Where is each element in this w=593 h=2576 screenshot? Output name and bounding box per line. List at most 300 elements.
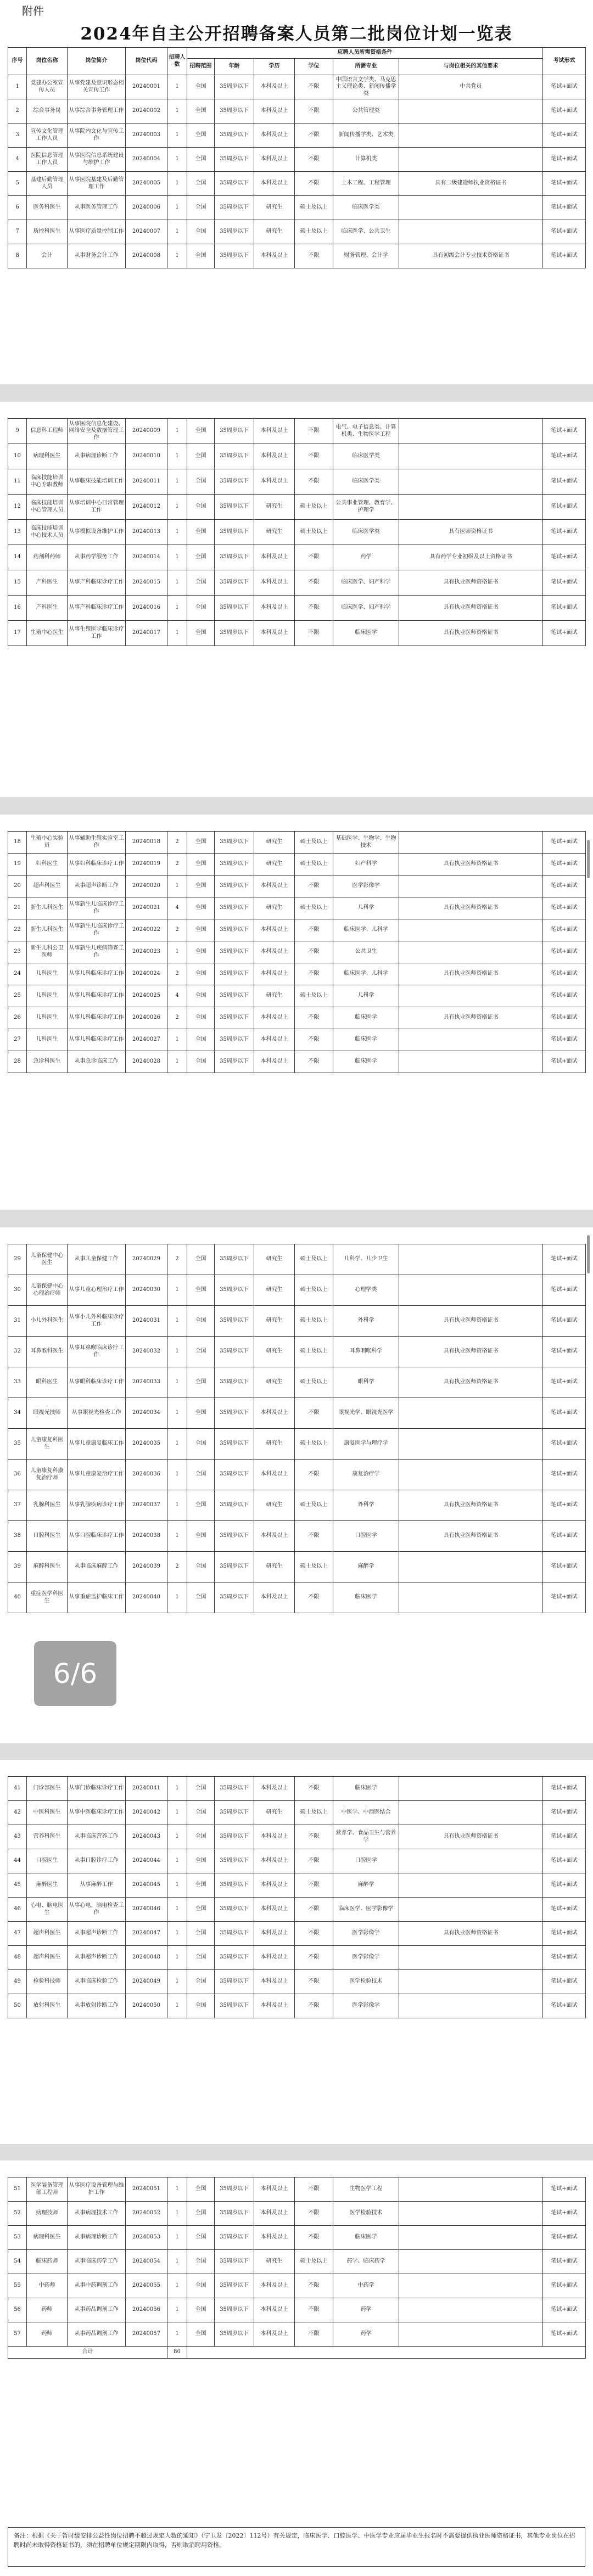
row-code: 20240036 — [126, 1460, 167, 1490]
row-age: 35周岁以下 — [215, 919, 254, 941]
row-post-desc: 从事儿童康复治疗工作 — [68, 1460, 126, 1490]
row-count: 1 — [167, 1460, 187, 1490]
row-seq: 2 — [8, 99, 27, 124]
row-other: 中共党员 — [399, 75, 543, 99]
row-degree: 不限 — [295, 444, 333, 469]
row-other — [399, 99, 543, 124]
row-major: 临床医学 — [333, 2226, 399, 2250]
jobs-table-p4 — [8, 1244, 586, 1613]
row-exam: 笔试+面试 — [543, 2202, 586, 2226]
row-seq: 24 — [8, 963, 27, 985]
row-degree: 不限 — [295, 1398, 333, 1429]
row-other — [399, 985, 543, 1007]
row-seq: 17 — [8, 621, 27, 646]
row-other — [399, 2226, 543, 2250]
row-post-desc: 从事产科临床诊疗工作 — [68, 596, 126, 621]
row-code: 20240007 — [126, 220, 167, 244]
row-count: 1 — [167, 1582, 187, 1613]
row-other: 具有执业医师资格证书 — [399, 621, 543, 646]
row-degree: 硕士及以上 — [295, 1490, 333, 1521]
table-row — [8, 875, 586, 897]
row-seq: 21 — [8, 897, 27, 919]
row-count: 1 — [167, 621, 187, 646]
row-major: 妇产科学 — [333, 854, 399, 875]
row-age: 35周岁以下 — [215, 1970, 254, 1994]
table-row — [8, 444, 586, 469]
row-degree: 不限 — [295, 1777, 333, 1801]
table-row — [8, 1970, 586, 1994]
row-scope: 全国 — [187, 1994, 215, 2018]
row-exam: 笔试+面试 — [543, 1777, 586, 1801]
row-degree: 硕士及以上 — [295, 1429, 333, 1460]
table-row — [8, 148, 586, 172]
row-edu: 本科及以上 — [254, 469, 295, 495]
row-code: 20240031 — [126, 1306, 167, 1337]
row-exam: 笔试+面试 — [543, 1490, 586, 1521]
row-age: 35周岁以下 — [215, 1398, 254, 1429]
row-scope: 全国 — [187, 1521, 215, 1552]
row-code: 20240035 — [126, 1429, 167, 1460]
row-age: 35周岁以下 — [215, 196, 254, 220]
row-post-desc: 从事眼科临床诊疗工作 — [68, 1367, 126, 1398]
row-scope: 全国 — [187, 1849, 215, 1873]
row-age: 35周岁以下 — [215, 1922, 254, 1946]
row-post-desc: 从事临床药学工作 — [68, 2250, 126, 2274]
table-row — [8, 1051, 586, 1073]
row-scope: 全国 — [187, 596, 215, 621]
row-post-name: 病理技师 — [27, 2202, 68, 2226]
row-post-desc: 从事耳鼻喉临床诊疗工作 — [68, 1337, 126, 1367]
row-post-name: 麻醉科医生 — [27, 1552, 68, 1582]
table-row — [8, 99, 586, 124]
row-major: 药学 — [333, 2298, 399, 2322]
row-age: 35周岁以下 — [215, 1777, 254, 1801]
row-count: 1 — [167, 1029, 187, 1051]
row-post-desc: 从事临床营养工作 — [68, 1825, 126, 1849]
row-other — [399, 1460, 543, 1490]
row-major: 中药学 — [333, 2274, 399, 2298]
table-row — [8, 1306, 586, 1337]
row-other — [399, 2250, 543, 2274]
table-row — [8, 919, 586, 941]
row-seq: 37 — [8, 1490, 27, 1521]
row-post-desc: 从事儿童康复临床工作 — [68, 1429, 126, 1460]
row-post-desc: 从事医疗质量控制工作 — [68, 220, 126, 244]
row-count: 1 — [167, 1306, 187, 1337]
row-count: 4 — [167, 985, 187, 1007]
row-code: 20240019 — [126, 854, 167, 875]
row-exam: 笔试+面试 — [543, 99, 586, 124]
row-age: 35周岁以下 — [215, 1849, 254, 1873]
row-age: 35周岁以下 — [215, 1337, 254, 1367]
row-post-desc: 从事药品调剂工作 — [68, 2322, 126, 2347]
row-exam: 笔试+面试 — [543, 1873, 586, 1898]
row-post-name: 临床技能培训中心专职教师 — [27, 469, 68, 495]
row-other — [399, 2322, 543, 2347]
row-major: 临床医学类 — [333, 196, 399, 220]
row-major: 医学影像学 — [333, 875, 399, 897]
row-exam: 笔试+面试 — [543, 2177, 586, 2202]
row-degree: 硕士及以上 — [295, 220, 333, 244]
row-exam: 笔试+面试 — [543, 1029, 586, 1051]
row-code: 20240055 — [126, 2274, 167, 2298]
row-age: 35周岁以下 — [215, 244, 254, 268]
row-post-name: 新生儿科医生 — [27, 897, 68, 919]
row-post-name: 口腔医生 — [27, 1849, 68, 1873]
row-major: 医学影像学 — [333, 1946, 399, 1970]
row-edu: 本科及以上 — [254, 2177, 295, 2202]
header-post-desc: 岗位简介 — [68, 48, 126, 75]
row-count: 2 — [167, 1007, 187, 1029]
row-edu: 本科及以上 — [254, 596, 295, 621]
row-scope: 全国 — [187, 1007, 215, 1029]
row-edu: 本科及以上 — [254, 419, 295, 444]
jobs-table-p1 — [8, 47, 586, 268]
row-other — [399, 1582, 543, 1613]
row-code: 20240024 — [126, 963, 167, 985]
row-post-desc: 从事临床技能培训工作 — [68, 469, 126, 495]
row-count: 1 — [167, 2250, 187, 2274]
row-degree: 硕士及以上 — [295, 897, 333, 919]
row-post-desc: 从事重症监护临床工作 — [68, 1582, 126, 1613]
row-seq: 39 — [8, 1552, 27, 1582]
table-row — [8, 1898, 586, 1922]
row-exam: 笔试+面试 — [543, 220, 586, 244]
row-other — [399, 1849, 543, 1873]
header-other: 与岗位相关的其他要求 — [399, 59, 543, 75]
row-post-name: 妇科医生 — [27, 854, 68, 875]
row-code: 20240033 — [126, 1367, 167, 1398]
row-age: 35周岁以下 — [215, 220, 254, 244]
row-age: 35周岁以下 — [215, 1801, 254, 1825]
row-seq: 41 — [8, 1777, 27, 1801]
row-major: 临床医学 — [333, 1007, 399, 1029]
table-row — [8, 985, 586, 1007]
row-edu: 本科及以上 — [254, 941, 295, 963]
row-degree: 不限 — [295, 419, 333, 444]
row-code: 20240025 — [126, 985, 167, 1007]
row-scope: 全国 — [187, 832, 215, 854]
row-age: 35周岁以下 — [215, 1007, 254, 1029]
row-other: 具有二级建造师执业资格证书 — [399, 172, 543, 196]
row-major: 中国语言文学类、马克思主义理论类、新闻传播学类 — [333, 75, 399, 99]
row-seq: 26 — [8, 1007, 27, 1029]
row-age: 35周岁以下 — [215, 2322, 254, 2347]
row-major: 中医学、中西医结合 — [333, 1801, 399, 1825]
row-seq: 38 — [8, 1521, 27, 1552]
row-code: 20240038 — [126, 1521, 167, 1552]
row-degree: 不限 — [295, 124, 333, 148]
row-degree: 硕士及以上 — [295, 1801, 333, 1825]
row-degree: 不限 — [295, 1873, 333, 1898]
row-scope: 全国 — [187, 2177, 215, 2202]
row-exam: 笔试+面试 — [543, 621, 586, 646]
row-age: 35周岁以下 — [215, 1946, 254, 1970]
row-post-name: 放射科医生 — [27, 1994, 68, 2018]
row-post-name: 党建办公室宣传人员 — [27, 75, 68, 99]
row-code: 20240021 — [126, 897, 167, 919]
row-age: 35周岁以下 — [215, 172, 254, 196]
row-seq: 36 — [8, 1460, 27, 1490]
row-age: 35周岁以下 — [215, 1898, 254, 1922]
row-scope: 全国 — [187, 2322, 215, 2347]
row-scope: 全国 — [187, 469, 215, 495]
row-edu: 本科及以上 — [254, 963, 295, 985]
row-count: 1 — [167, 2274, 187, 2298]
row-post-name: 儿科医生 — [27, 1029, 68, 1051]
row-exam: 笔试+面试 — [543, 1398, 586, 1429]
row-other: 具有执业医师资格证书 — [399, 963, 543, 985]
row-scope: 全国 — [187, 75, 215, 99]
row-count: 1 — [167, 124, 187, 148]
row-age: 35周岁以下 — [215, 419, 254, 444]
row-post-name: 心电、脑电医生 — [27, 1898, 68, 1922]
row-code: 20240045 — [126, 1873, 167, 1898]
row-post-desc: 从事病理诊断工作 — [68, 2226, 126, 2250]
row-major: 营养学、食品卫生与营养学 — [333, 1825, 399, 1849]
row-other: 具有执业医师资格证书 — [399, 1367, 543, 1398]
row-edu: 研究生 — [254, 1801, 295, 1825]
row-seq: 44 — [8, 1849, 27, 1873]
row-edu: 本科及以上 — [254, 1873, 295, 1898]
row-post-name: 药师 — [27, 2298, 68, 2322]
row-post-desc: 从事院内文化与宣传工作 — [68, 124, 126, 148]
table-row — [8, 1521, 586, 1552]
row-other: 具有执业医师资格证书 — [399, 1490, 543, 1521]
table-row — [8, 1922, 586, 1946]
scrollbar-thumb-2[interactable] — [587, 1235, 590, 1273]
row-age: 35周岁以下 — [215, 1582, 254, 1613]
table-row — [8, 963, 586, 985]
header-exam: 考试形式 — [543, 48, 586, 75]
row-degree: 硕士及以上 — [295, 1306, 333, 1337]
row-other: 具有执业医师资格证书 — [399, 570, 543, 596]
table-row — [8, 1825, 586, 1849]
jobs-table-p5 — [8, 1776, 586, 2018]
row-degree: 不限 — [295, 2274, 333, 2298]
row-exam: 笔试+面试 — [543, 1429, 586, 1460]
row-count: 2 — [167, 1552, 187, 1582]
row-scope: 全国 — [187, 1244, 215, 1275]
row-count: 1 — [167, 1922, 187, 1946]
row-edu: 本科及以上 — [254, 1825, 295, 1849]
row-seq: 10 — [8, 444, 27, 469]
row-edu: 本科及以上 — [254, 1922, 295, 1946]
row-exam: 笔试+面试 — [543, 419, 586, 444]
row-post-desc: 从事药品调剂工作 — [68, 2298, 126, 2322]
row-degree: 不限 — [295, 1029, 333, 1051]
row-exam: 笔试+面试 — [543, 596, 586, 621]
row-scope: 全国 — [187, 2202, 215, 2226]
row-scope: 全国 — [187, 220, 215, 244]
row-post-name: 儿科医生 — [27, 1007, 68, 1029]
row-post-name: 医学装备管理部工程师 — [27, 2177, 68, 2202]
row-other — [399, 941, 543, 963]
row-seq: 54 — [8, 2250, 27, 2274]
row-scope: 全国 — [187, 1029, 215, 1051]
row-count: 1 — [167, 244, 187, 268]
table-row — [8, 2250, 586, 2274]
row-post-desc: 从事儿科临床诊疗工作 — [68, 1029, 126, 1051]
table-row — [8, 495, 586, 520]
row-count: 1 — [167, 419, 187, 444]
table-row — [8, 2298, 586, 2322]
row-post-name: 临床药师 — [27, 2250, 68, 2274]
row-scope: 全国 — [187, 2250, 215, 2274]
document-title: 2024年自主公开招聘备案人员第二批岗位计划一览表 — [80, 24, 513, 44]
row-major: 麻醉学 — [333, 1552, 399, 1582]
row-degree: 硕士及以上 — [295, 1275, 333, 1306]
row-scope: 全国 — [187, 1460, 215, 1490]
row-post-name: 药师 — [27, 2322, 68, 2347]
row-code: 20240011 — [126, 469, 167, 495]
row-post-desc: 从事儿童保健工作 — [68, 1244, 126, 1275]
row-other: 具有医师资格证书 — [399, 520, 543, 545]
row-exam: 笔试+面试 — [543, 963, 586, 985]
row-post-name: 中医科医生 — [27, 1801, 68, 1825]
row-age: 35周岁以下 — [215, 1552, 254, 1582]
row-exam: 笔试+面试 — [543, 1582, 586, 1613]
row-code: 20240046 — [126, 1898, 167, 1922]
row-seq: 35 — [8, 1429, 27, 1460]
row-exam: 笔试+面试 — [543, 1521, 586, 1552]
row-post-name: 新生儿科公卫医师 — [27, 941, 68, 963]
row-code: 20240008 — [126, 244, 167, 268]
row-post-name: 质控科医生 — [27, 220, 68, 244]
row-age: 35周岁以下 — [215, 1521, 254, 1552]
row-count: 1 — [167, 2226, 187, 2250]
row-other: 具有药学专业初级及以上资格证书 — [399, 545, 543, 570]
row-seq: 49 — [8, 1970, 27, 1994]
header-seq: 序号 — [8, 48, 27, 75]
row-degree: 不限 — [295, 1970, 333, 1994]
row-code: 20240027 — [126, 1029, 167, 1051]
row-other: 具有执业医师资格证书 — [399, 1825, 543, 1849]
row-code: 20240026 — [126, 1007, 167, 1029]
row-scope: 全国 — [187, 919, 215, 941]
row-age: 35周岁以下 — [215, 2274, 254, 2298]
row-post-desc: 从事心电、脑电检查工作 — [68, 1898, 126, 1922]
row-exam: 笔试+面试 — [543, 1825, 586, 1849]
row-seq: 34 — [8, 1398, 27, 1429]
row-scope: 全国 — [187, 963, 215, 985]
row-count: 1 — [167, 1490, 187, 1521]
row-post-name: 重症医学科医生 — [27, 1582, 68, 1613]
table-row — [8, 196, 586, 220]
row-other — [399, 419, 543, 444]
row-major: 医学检验技术 — [333, 1970, 399, 1994]
row-degree: 不限 — [295, 2226, 333, 2250]
table-row — [8, 570, 586, 596]
row-other — [399, 1946, 543, 1970]
header-code: 岗位代码 — [126, 48, 167, 75]
row-degree: 不限 — [295, 2177, 333, 2202]
row-edu: 本科及以上 — [254, 1777, 295, 1801]
row-degree: 不限 — [295, 1007, 333, 1029]
header-post-name: 岗位名称 — [27, 48, 68, 75]
row-age: 35周岁以下 — [215, 75, 254, 99]
row-edu: 本科及以上 — [254, 1970, 295, 1994]
row-post-name: 儿童康复科康复治疗师 — [27, 1460, 68, 1490]
table-row — [8, 621, 586, 646]
table-row — [8, 2274, 586, 2298]
row-exam: 笔试+面试 — [543, 520, 586, 545]
row-code: 20240029 — [126, 1244, 167, 1275]
row-major: 临床医学、公共卫生 — [333, 220, 399, 244]
header-edu: 学历 — [254, 59, 295, 75]
row-other — [399, 1275, 543, 1306]
row-scope: 全国 — [187, 985, 215, 1007]
row-post-desc: 从事产科临床诊疗工作 — [68, 570, 126, 596]
table-row — [8, 1275, 586, 1306]
row-major: 生物医学工程 — [333, 2177, 399, 2202]
row-scope: 全国 — [187, 1898, 215, 1922]
row-post-name: 生殖中心实验员 — [27, 832, 68, 854]
row-count: 2 — [167, 832, 187, 854]
row-scope: 全国 — [187, 2274, 215, 2298]
row-degree: 不限 — [295, 244, 333, 268]
row-code: 20240048 — [126, 1946, 167, 1970]
row-major: 公共管理类 — [333, 99, 399, 124]
row-major: 口腔医学 — [333, 1521, 399, 1552]
row-other — [399, 1873, 543, 1898]
row-seq: 45 — [8, 1873, 27, 1898]
header-group: 应聘人员所需资格条件 — [187, 48, 543, 59]
row-code: 20240006 — [126, 196, 167, 220]
row-post-name: 口腔科医生 — [27, 1521, 68, 1552]
row-major: 临床医学 — [333, 1777, 399, 1801]
row-exam: 笔试+面试 — [543, 2274, 586, 2298]
row-major: 药学 — [333, 545, 399, 570]
row-major: 医学检验技术 — [333, 2202, 399, 2226]
row-edu: 本科及以上 — [254, 1946, 295, 1970]
row-other — [399, 1777, 543, 1801]
row-code: 20240005 — [126, 172, 167, 196]
row-seq: 11 — [8, 469, 27, 495]
row-scope: 全国 — [187, 875, 215, 897]
row-post-name: 病理科医生 — [27, 2226, 68, 2250]
row-count: 1 — [167, 196, 187, 220]
row-seq: 19 — [8, 854, 27, 875]
scrollbar-thumb-1[interactable] — [587, 840, 590, 878]
row-post-name: 宣传文化管理工作人员 — [27, 124, 68, 148]
table-row — [8, 1429, 586, 1460]
row-other — [399, 2202, 543, 2226]
row-scope: 全国 — [187, 1306, 215, 1337]
table-row — [8, 545, 586, 570]
row-count: 2 — [167, 963, 187, 985]
row-age: 35周岁以下 — [215, 2298, 254, 2322]
row-post-name: 儿童保健中心心理治疗师 — [27, 1275, 68, 1306]
row-post-name: 医务科医生 — [27, 196, 68, 220]
row-seq: 51 — [8, 2177, 27, 2202]
row-other — [399, 1429, 543, 1460]
row-edu: 本科及以上 — [254, 1849, 295, 1873]
row-post-desc: 从事超声诊断工作 — [68, 1922, 126, 1946]
row-other: 具有执业医师资格证书 — [399, 897, 543, 919]
table-row — [8, 1582, 586, 1613]
row-scope: 全国 — [187, 1337, 215, 1367]
row-post-name: 检验科技师 — [27, 1970, 68, 1994]
row-seq: 13 — [8, 520, 27, 545]
row-major: 儿科学、儿少卫生 — [333, 1244, 399, 1275]
row-major: 临床医学、妇产科学 — [333, 596, 399, 621]
row-age: 35周岁以下 — [215, 1994, 254, 2018]
row-post-name: 超声科医生 — [27, 875, 68, 897]
row-seq: 5 — [8, 172, 27, 196]
row-post-desc: 从事生殖医学临床诊疗工作 — [68, 621, 126, 646]
row-count: 1 — [167, 1873, 187, 1898]
